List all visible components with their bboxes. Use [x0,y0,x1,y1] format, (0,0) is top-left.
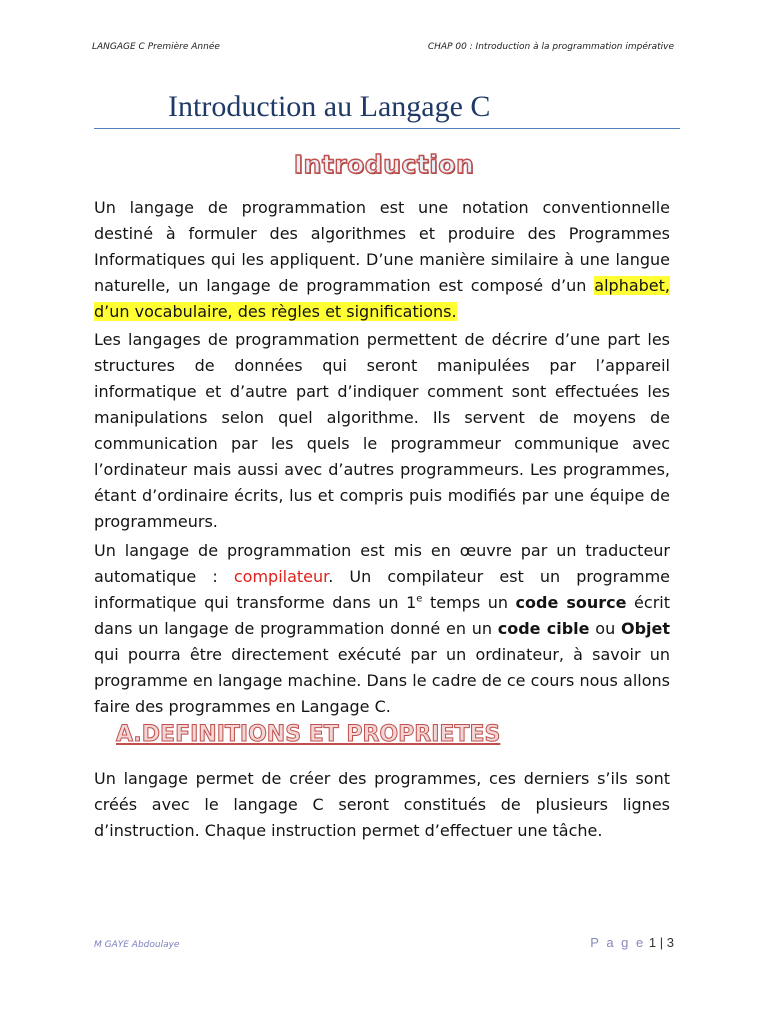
text-segment: ou [589,619,621,638]
text-segment: qui pourra être directement exécuté par un ordinateur, à savoir un programme en langage machine. Dans le cadre de ce cours nous allons faire des programmes en Langage C. [94,645,670,716]
ordinal-superscript: e [416,593,423,605]
footer-author: M GAYE Abdoulaye [94,940,180,950]
header-right: CHAP 00 : Introduction à la programmation impérative [427,42,674,52]
title-divider [94,128,680,129]
total-pages: 3 [666,935,674,950]
highlighted-text: alphabet, d’un vocabulaire, des règles et significations. [94,276,670,321]
paragraph-definition-text: Un langage de programmation est une notation conventionnelle destiné à formuler des algorithmes et produire des Programmes Informatiques qui les appliquent. D’une manière similaire à une langue naturelle, un langage de programmation est composé d’un [94,198,670,295]
header-left: LANGAGE C Première Année [92,42,220,52]
document-title: Introduction au Langage C [168,90,491,123]
text-segment: Un langage de programmation est mis en œuvre par un traducteur automatique : [94,541,670,586]
term-objet: Objet [620,619,671,638]
term-code-source: code source [515,593,627,612]
page-separator: | [659,935,664,950]
section-heading-introduction: Introduction [293,150,475,179]
page-header [92,42,674,52]
text-segment: . Un compilateur est un programme informatique qui transforme dans un 1 [94,567,671,612]
text-segment: temps un [422,593,516,612]
term-code-cible: code cible [497,619,590,638]
current-page: 1 [648,935,657,950]
text-segment: écrit dans un langage de programmation donné en un [94,593,670,638]
compiler-term: compilateur [233,567,329,586]
page-number [590,935,674,950]
paragraph-compiler [94,538,670,720]
paragraph-purpose: Les langages de programmation permettent de décrire d’une part les structures de données qui seront manipulées par l’appareil informatique et d’autre part d’indiquer comment sont effectuées les manipulations selon quel algorithme. Ils servent de moyens de communication par les quels le programmeur communique avec l’ordinateur mais aussi avec d’autres programmeurs. Les programmes, étant d’ordinaire écrits, lus et compris puis modifiés par une équipe de programmeurs. [94,330,670,531]
page-label: P a g e [590,935,646,950]
section-heading-definitions: A.DEFINITIONS ET PROPRIETES [116,722,501,747]
paragraph-definition [94,195,670,325]
paragraph-instructions: Un langage permet de créer des programmes, ces derniers s’ils sont créés avec le langage C seront constitués de plusieurs lignes d’instruction. Chaque instruction permet d’effectuer une tâche. [94,769,670,840]
